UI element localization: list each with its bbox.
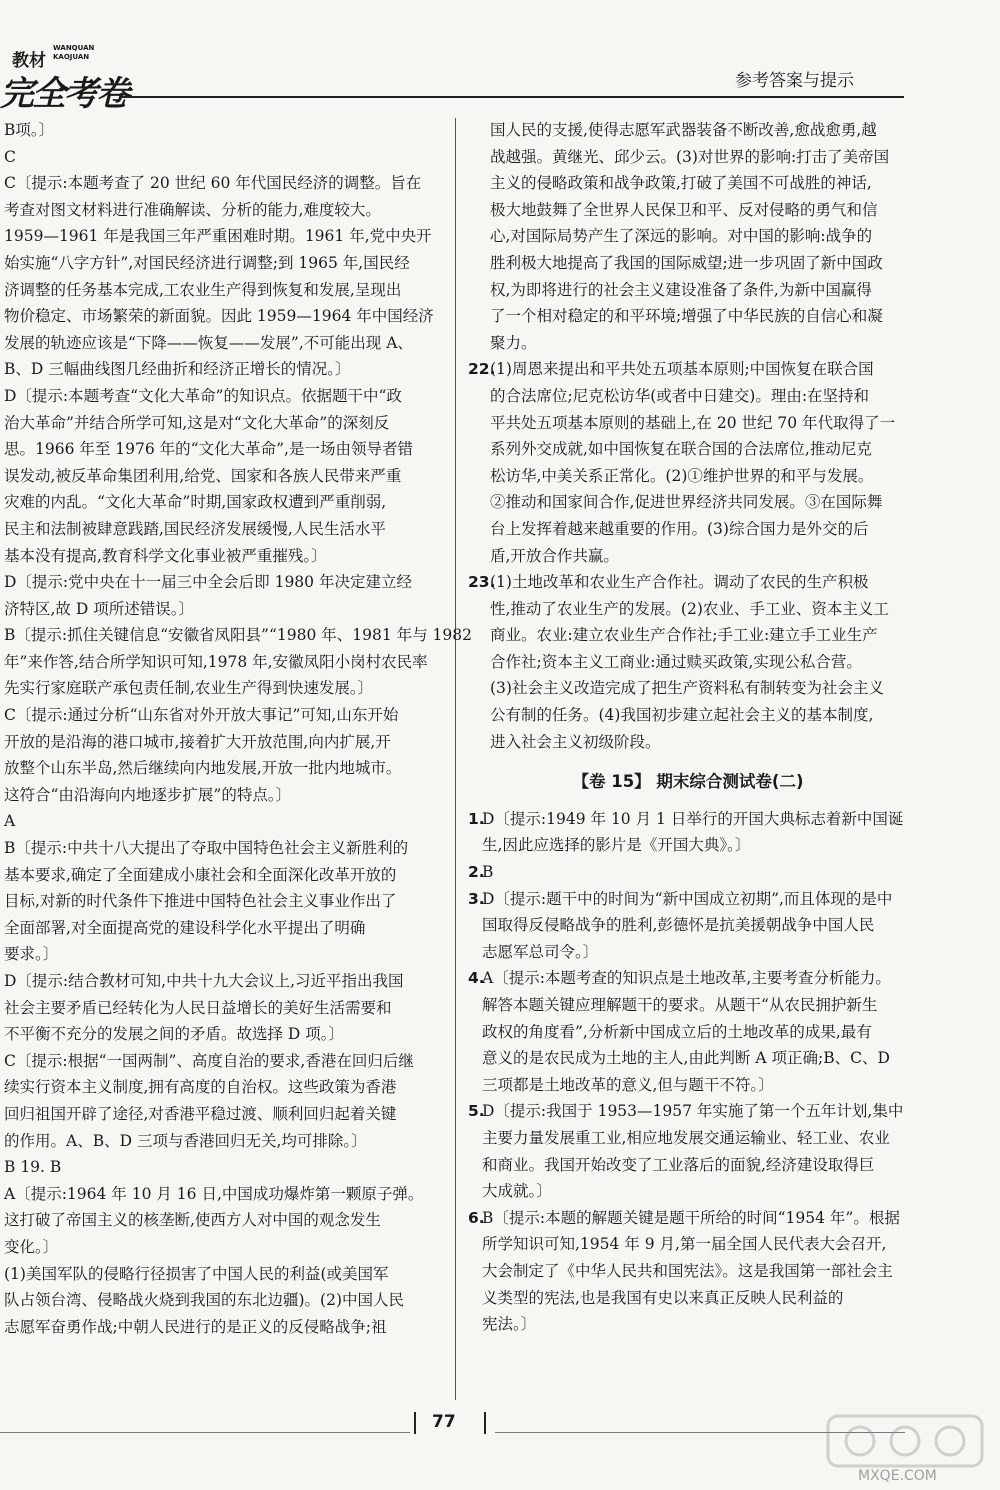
page-header-title: 参考答案与提示: [735, 71, 854, 91]
answer-line: A〔提示:1964 年 10 月 16 日,中国成功爆炸第一颗原子弹。: [4, 1184, 424, 1203]
section-title: 【卷 15】 期末综合测试卷(二): [572, 772, 804, 792]
answer-line: 了一个相对稳定的和平环境;增强了中华民族的自信心和凝: [490, 307, 883, 326]
answer-line: [468, 1178, 908, 1205]
answer-line: [468, 1311, 908, 1338]
answer-line: [468, 410, 908, 437]
answer-22: [468, 356, 908, 569]
answer-line: B〔提示:中共十八大提出了夺取中国特色社会主义新胜利的: [4, 839, 409, 858]
answer-line: [468, 622, 908, 649]
answer-text: 平共处五项基本原则的基础上,在 20 世纪 70 年代取得了一: [490, 413, 896, 432]
answer-line: 济调整的任务基本完成,工农业生产得到恢复和发展,呈现出: [4, 280, 402, 299]
answer-line: 开放的是沿海的港口城市,接着扩大开放范围,向内扩展,开: [4, 732, 391, 751]
answer-line: 极大地鼓舞了全世界人民保卫和平、反对侵略的勇气和信: [490, 200, 878, 219]
answer-line: 这符合“由沿海向内地逐步扩展”的特点。〕: [4, 785, 292, 804]
answer-text: 义类型的宪法,也是我国有史以来真正反映人民利益的: [482, 1288, 844, 1307]
answer-line: (1)美国军队的侵略行径损害了中国人民的利益(或美国军: [4, 1264, 389, 1283]
answer-line: 国人民的支援,使得志愿军武器装备不断改善,愈战愈勇,越: [490, 121, 877, 139]
answer-line: [468, 806, 908, 833]
question-number: 1.: [468, 809, 485, 828]
answer-text: 宪法。〕: [482, 1315, 537, 1334]
logo-pinyin-1: WANQUAN: [53, 44, 95, 52]
answer-text: 台上发挥着越来越重要的作用。(3)综合国力是外交的后: [490, 519, 869, 538]
logo-pinyin-2: KAOJUAN: [53, 53, 90, 61]
answer-line: B、D 三幅曲线图几经曲折和经济正增长的情况。〕: [4, 360, 351, 379]
answer-line: [468, 569, 908, 596]
answer-line: B〔提示:抓住关键信息“安徽省凤阳县”“1980 年、1981 年与 1982: [4, 626, 473, 645]
header-divider: [122, 96, 904, 98]
answer-text: 性,推动了农业生产的发展。(2)农业、手工业、资本主义工: [490, 599, 889, 618]
answer-line: A: [4, 812, 16, 831]
answer-line: [468, 939, 908, 966]
answer-line: 聚力。: [490, 333, 537, 352]
answer-line: B 19. B: [4, 1158, 62, 1177]
answer-line: [468, 1045, 908, 1072]
answer-text: 盾,开放合作共赢。: [490, 546, 619, 565]
answer-line: [468, 1285, 908, 1312]
question-number: 23.: [468, 573, 496, 592]
answer-line: 先实行家庭联产承包责任制,农业生产得到快速发展。〕: [4, 679, 374, 698]
answer-line: 济特区,故 D 项所述错误。〕: [4, 599, 194, 618]
answer-line: D〔提示:结合教材可知,中共十九大会议上,习近平指出我国: [4, 972, 404, 990]
answer-text: (1)周恩来提出和平共处五项基本原则;中国恢复在联合国: [490, 360, 874, 379]
answer-line: 目标,对新的时代条件下推进中国特色社会主义事业作出了: [4, 892, 397, 911]
answer-line: [468, 383, 908, 410]
answer-text: D〔提示:1949 年 10 月 1 日举行的开国大典标志着新中国诞: [482, 809, 904, 828]
answer-line: 发展的轨迹应该是“下降——恢复——发展”,不可能出现 A、: [4, 333, 413, 352]
answer-line: [468, 1125, 908, 1152]
answer-line: 队占领台湾、侵略战火烧到我国的东北边疆)。(2)中国人民: [4, 1291, 405, 1310]
answer-line: 治大革命”并结合所学可知,这是对“文化大革命”的深刻反: [4, 413, 390, 432]
logo-pinyin: [53, 44, 94, 62]
answer-line: D〔提示:本题考查“文化大革命”的知识点。依据题干中“政: [4, 386, 402, 405]
answer-line: [468, 489, 908, 516]
answer-line: [468, 1258, 908, 1285]
answer-text: 政权的角度看”,分析新中国成立后的土地改革的成果,最有: [482, 1022, 872, 1041]
answer-text: 系列外交成就,如中国恢复在联合国的合法席位,推动尼克: [490, 440, 872, 459]
answer-line: 变化。〕: [4, 1237, 59, 1256]
answer-line: [468, 1072, 908, 1099]
answer-line: 要求。〕: [4, 945, 59, 964]
answer-line: [468, 516, 908, 543]
right-column: [468, 117, 908, 1338]
answer-text: (3)社会主义改造完成了把生产资料私有制转变为社会主义: [490, 679, 884, 698]
answer-line: 主义的侵略政策和战争政策,打破了美国不可战胜的神话,: [490, 174, 872, 193]
answer-text: D〔提示:题干中的时间为“新中国成立初期”,而且体现的是中: [482, 889, 893, 908]
answer-line: 基本要求,确定了全面建成小康社会和全面深化改革开放的: [4, 865, 397, 884]
answer-line: 志愿军奋勇作战;中朝人民进行的是正义的反侵略战争;祖: [4, 1317, 387, 1336]
answer-line: [468, 463, 908, 490]
answer-line: 始实施“八字方针”,对国民经济进行调整;到 1965 年,国民经: [4, 253, 410, 272]
answer-text: 意义的是农民成为土地的主人,由此判断 A 项正确;B、C、D: [482, 1049, 890, 1068]
answer-text: (1)土地改革和农业生产合作社。调动了农民的生产积极: [490, 573, 869, 592]
answer-line: [468, 1098, 908, 1125]
answer-line: 这打破了帝国主义的核垄断,使西方人对中国的观念发生: [4, 1211, 381, 1230]
answer-line: 思。1966 年至 1976 年的“文化大革命”,是一场由领导者错: [4, 440, 413, 459]
question-number: 22.: [468, 360, 496, 379]
answer-line: [468, 886, 908, 913]
logo-main-text: 完全考卷: [0, 74, 128, 114]
answer-text: 合作社;资本主义工商业:通过赎买政策,实现公私合营。: [490, 652, 862, 671]
answer-line: 1959—1961 年是我国三年严重困难时期。1961 年,党中央开: [4, 227, 432, 246]
answer-line: [468, 675, 908, 702]
answer-text: 和商业。我国开始改变了工业落后的面貌,经济建设取得巨: [482, 1155, 875, 1174]
logo-small-text: 教材: [12, 51, 46, 71]
answer-line: C〔提示:通过分析“山东省对外开放大事记”可知,山东开始: [4, 706, 399, 725]
answer-text: 公有制的任务。(4)我国初步建立起社会主义的基本制度,: [490, 706, 874, 725]
answer-line: 社会主要矛盾已经转化为人民日益增长的美好生活需要和: [4, 998, 392, 1017]
answer-line: 权,为即将进行的社会主义建设准备了条件,为新中国赢得: [490, 280, 872, 299]
answer-line: 胜利极大地提高了我国的国际威望;进一步巩固了新中国政: [490, 253, 883, 272]
question-number: 6.: [468, 1208, 485, 1227]
answer-line: [468, 912, 908, 939]
answer-text: 志愿军总司令。〕: [482, 942, 599, 961]
answer-text: ②推动和国家间合作,促进世界经济共同发展。③在国际舞: [490, 493, 883, 512]
answer-text: B〔提示:本题的解题关键是题干所给的时间“1954 年”。根据: [482, 1208, 900, 1227]
answer-line: [468, 992, 908, 1019]
answer-line: [468, 356, 908, 383]
answer-line: [468, 1019, 908, 1046]
answer-text: 大成就。〕: [482, 1182, 552, 1201]
answer-line: 灾难的内乱。“文化大革命”时期,国家政权遭到严重削弱,: [4, 493, 387, 512]
answer-line: D〔提示:党中央在十一届三中全会后即 1980 年决定建立经: [4, 573, 412, 592]
answer-line: 全面部署,对全面提高党的建设科学化水平提出了明确: [4, 918, 366, 937]
answer-line: 物价稳定、市场繁荣的新面貌。因此 1959—1964 年中国经济: [4, 307, 434, 326]
answer-line: [468, 729, 908, 756]
answer-text: 大会制定了《中华人民共和国宪法》。这是我国第一部社会主: [482, 1261, 893, 1280]
answer-text: 的合法席位;尼克松访华(或者中日建交)。理由:在坚持和: [490, 386, 870, 405]
answer-text: B: [482, 863, 494, 882]
answer-line: 考查对图文材料进行准确解读、分析的能力,难度较大。: [4, 200, 381, 219]
answer-23: [468, 569, 908, 755]
answer-line: [468, 1152, 908, 1179]
answer-line: 年”来作答,结合所学知识可知,1978 年,安徽凤阳小岗村农民率: [4, 652, 428, 671]
answer-line: 放整个山东半岛,然后继续向内地发展,开放一批内地城市。: [4, 759, 402, 778]
answer-text: 主要力量发展重工业,相应地发展交通运输业、轻工业、农业: [482, 1128, 890, 1147]
answer-line: 不平衡不充分的发展之间的矛盾。故选择 D 项。〕: [4, 1025, 345, 1044]
exam-15-answers: [468, 806, 908, 1338]
answer-line: 误发动,被反革命集团利用,给党、国家和各族人民带来严重: [4, 466, 402, 485]
answer-line: 民主和法制被肆意践踏,国民经济发展缓慢,人民生活水平: [4, 519, 386, 538]
answer-21-continued: [468, 117, 908, 356]
footer-rule-left: [0, 1432, 410, 1433]
answer-line: [468, 965, 908, 992]
answer-text: D〔提示:我国于 1953—1957 年实施了第一个五年计划,集中: [482, 1102, 904, 1121]
answer-text: 商业。农业:建立农业生产合作社;手工业:建立手工业生产: [490, 626, 878, 645]
page-number: 77: [432, 1412, 456, 1432]
answer-line: [468, 596, 908, 623]
answer-text: 国取得反侵略战争的胜利,彭德怀是抗美援朝战争中国人民: [482, 916, 875, 935]
answer-text: 三项都是土地改革的意义,但与题干不符。〕: [482, 1075, 774, 1094]
answer-line: [468, 702, 908, 729]
answer-line: 战越强。黄继光、邱少云。(3)对世界的影响:打击了美帝国: [490, 147, 890, 166]
answer-line: [468, 649, 908, 676]
answer-line: C〔提示:本题考查了 20 世纪 60 年代国民经济的调整。旨在: [4, 174, 422, 193]
answer-line: [468, 859, 908, 886]
answer-line: [468, 1231, 908, 1258]
answer-line: [468, 1205, 908, 1232]
answer-text: A〔提示:本题考查的知识点是土地改革,主要考查分析能力。: [482, 969, 891, 988]
answer-line: C〔提示:根据“一国两制”、高度自治的要求,香港在回归后继: [4, 1051, 414, 1070]
answer-text: 进入社会主义初级阶段。: [490, 732, 661, 751]
answer-line: B项。〕: [4, 121, 55, 139]
answer-line: 回归祖国开辟了途径,对香港平稳过渡、顺利回归起着关键: [4, 1104, 397, 1123]
watermark-text: MXQE.COM: [858, 1468, 937, 1484]
answer-text: 解答本题关键应理解题干的要求。从题干“从农民拥护新生: [482, 996, 878, 1014]
footer-tick-left: [414, 1412, 416, 1434]
question-number: 2.: [468, 863, 485, 882]
answer-line: C: [4, 147, 16, 166]
answer-text: 生,因此应选择的影片是《开国大典》。〕: [482, 836, 751, 855]
column-divider: [455, 118, 456, 1400]
question-number: 4.: [468, 969, 485, 988]
question-number: 5.: [468, 1102, 485, 1121]
answer-text: 松访华,中美关系正常化。(2)①维护世界的和平与发展。: [490, 466, 874, 485]
left-column: [4, 117, 473, 1340]
answer-line: [468, 543, 908, 570]
answer-line: 心,对国际局势产生了深远的影响。对中国的影响:战争的: [490, 227, 873, 246]
answer-line: [468, 832, 908, 859]
answer-line: 续实行资本主义制度,拥有高度的自治权。这些政策为香港: [4, 1078, 397, 1097]
question-number: 3.: [468, 889, 485, 908]
footer-tick-right: [484, 1412, 486, 1434]
answer-line: 的作用。A、B、D 三项与香港回归无关,均可排除。〕: [4, 1131, 367, 1150]
answer-line: [468, 436, 908, 463]
answer-text: 所学知识可知,1954 年 9 月,第一届全国人民代表大会召开,: [482, 1235, 887, 1254]
answer-line: 基本没有提高,教育科学文化事业被严重摧残。〕: [4, 546, 327, 565]
